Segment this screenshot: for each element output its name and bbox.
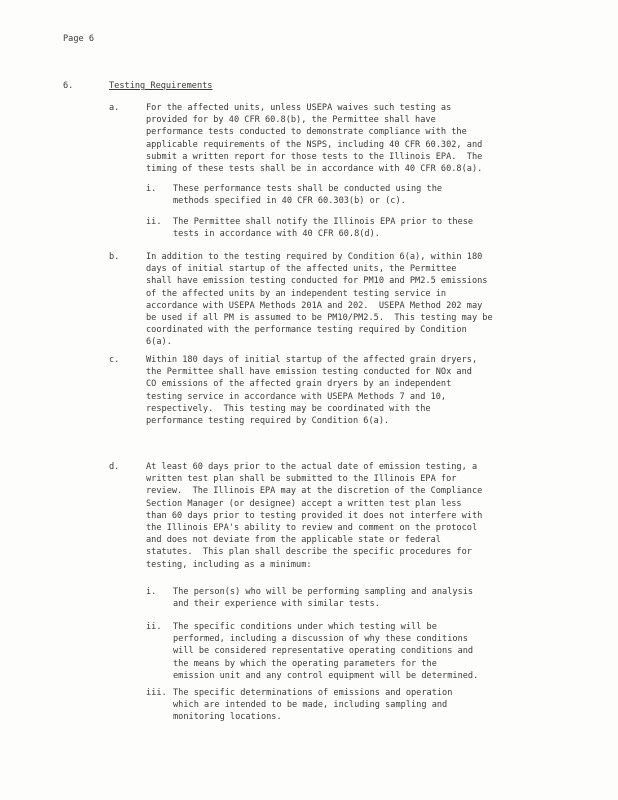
text-line: submit a written report for those tests to the Illinois EPA. The xyxy=(146,151,483,162)
text-line: statutes. This plan shall describe the specific procedures for xyxy=(146,547,472,558)
text-line: than 60 days prior to testing provided it does not interfere with xyxy=(146,510,483,521)
text-line: testing, including as a minimum: xyxy=(146,559,312,570)
condition-d-ii-text xyxy=(173,621,553,682)
text-line: of the affected units by an independent testing service in xyxy=(146,288,447,299)
condition-d-i-text xyxy=(173,586,553,610)
condition-a-ii-marker: ii. xyxy=(146,217,162,227)
text-line: coordinated with the performance testing required by Condition xyxy=(146,325,467,336)
text-line: written test plan shall be submitted to the Illinois EPA for xyxy=(146,474,457,485)
text-line: provided for by 40 CFR 60.8(b), the Permittee shall have xyxy=(146,115,436,126)
text-line: 6(a). xyxy=(146,337,172,348)
text-line: days of initial startup of the affected units, the Permittee xyxy=(146,264,457,275)
condition-a-i-marker: i. xyxy=(146,184,157,194)
text-line: be used if all PM is assumed to be PM10/PM2.5. This testing may be xyxy=(146,313,493,324)
condition-d-i-marker: i. xyxy=(146,587,157,597)
condition-a-ii-text xyxy=(173,216,553,240)
text-line: The specific conditions under which testing will be xyxy=(173,622,437,632)
section-number: 6. xyxy=(63,81,74,91)
text-line: accordance with USEPA Methods 201A and 202. USEPA Method 202 may xyxy=(146,300,483,311)
text-line: methods specified in 40 CFR 60.303(b) or (c). xyxy=(173,196,406,207)
section-title: Testing Requirements xyxy=(109,81,213,91)
text-line: performance testing required by Condition 6(a). xyxy=(146,416,390,427)
text-line: emission unit and any control equipment will be determined. xyxy=(173,670,479,681)
text-line: will be considered representative operating conditions and xyxy=(173,646,474,657)
text-line: respectively. This testing may be coordinated with the xyxy=(146,403,431,414)
condition-d-text xyxy=(146,461,566,571)
text-line: and does not deviate from the applicable state or federal xyxy=(146,535,441,546)
text-line: the Permittee shall have emission testing conducted for NOx and xyxy=(146,367,472,378)
text-line: testing service in accordance with USEPA Methods 7 and 10, xyxy=(146,391,447,402)
text-line: performance tests conducted to demonstrate compliance with the xyxy=(146,127,467,138)
text-line: performed, including a discussion of why these conditions xyxy=(173,634,468,645)
text-line: For the affected units, unless USEPA waives such testing as xyxy=(146,103,452,113)
text-line: In addition to the testing required by Condition 6(a), within 180 xyxy=(146,252,483,262)
condition-a-i-text xyxy=(173,183,553,207)
text-line: At least 60 days prior to the actual date of emission testing, a xyxy=(146,462,478,472)
text-line: monitoring locations. xyxy=(173,712,282,723)
text-line: timing of these tests shall be in accordance with 40 CFR 60.8(a). xyxy=(146,164,483,175)
text-line: CO emissions of the affected grain dryers by an independent xyxy=(146,379,452,390)
text-line: Within 180 days of initial startup of the affected grain dryers, xyxy=(146,355,478,365)
text-line: applicable requirements of the NSPS, including 40 CFR 60.302, and xyxy=(146,139,483,150)
condition-d-marker: d. xyxy=(109,462,120,472)
text-line: The specific determinations of emissions and operation xyxy=(173,688,453,698)
text-line: which are intended to be made, including sampling and xyxy=(173,700,448,711)
condition-c-text xyxy=(146,354,566,427)
text-line: review. The Illinois EPA may at the discretion of the Compliance xyxy=(146,486,483,497)
condition-b-marker: b. xyxy=(109,252,120,262)
text-line: Section Manager (or designee) accept a written test plan less xyxy=(146,498,462,509)
text-line: These performance tests shall be conducted using the xyxy=(173,184,443,194)
text-line: the means by which the operating parameters for the xyxy=(173,658,437,669)
text-line: the Illinois EPA's ability to review and comment on the protocol xyxy=(146,523,478,534)
text-line: The person(s) who will be performing sampling and analysis xyxy=(173,587,474,597)
condition-a-text xyxy=(146,102,566,175)
text-line: tests in accordance with 40 CFR 60.8(d). xyxy=(173,229,380,240)
condition-d-iii-marker: iii. xyxy=(146,688,167,698)
condition-a-marker: a. xyxy=(109,103,120,113)
text-line: The Permittee shall notify the Illinois EPA prior to these xyxy=(173,217,474,227)
condition-d-iii-text xyxy=(173,687,553,724)
condition-c-marker: c. xyxy=(109,355,120,365)
condition-b-text xyxy=(146,251,566,349)
condition-d-ii-marker: ii. xyxy=(146,622,162,632)
text-line: shall have emission testing conducted for PM10 and PM2.5 emissions xyxy=(146,276,488,287)
page-number: Page 6 xyxy=(63,34,95,44)
text-line: and their experience with similar tests. xyxy=(173,599,380,610)
